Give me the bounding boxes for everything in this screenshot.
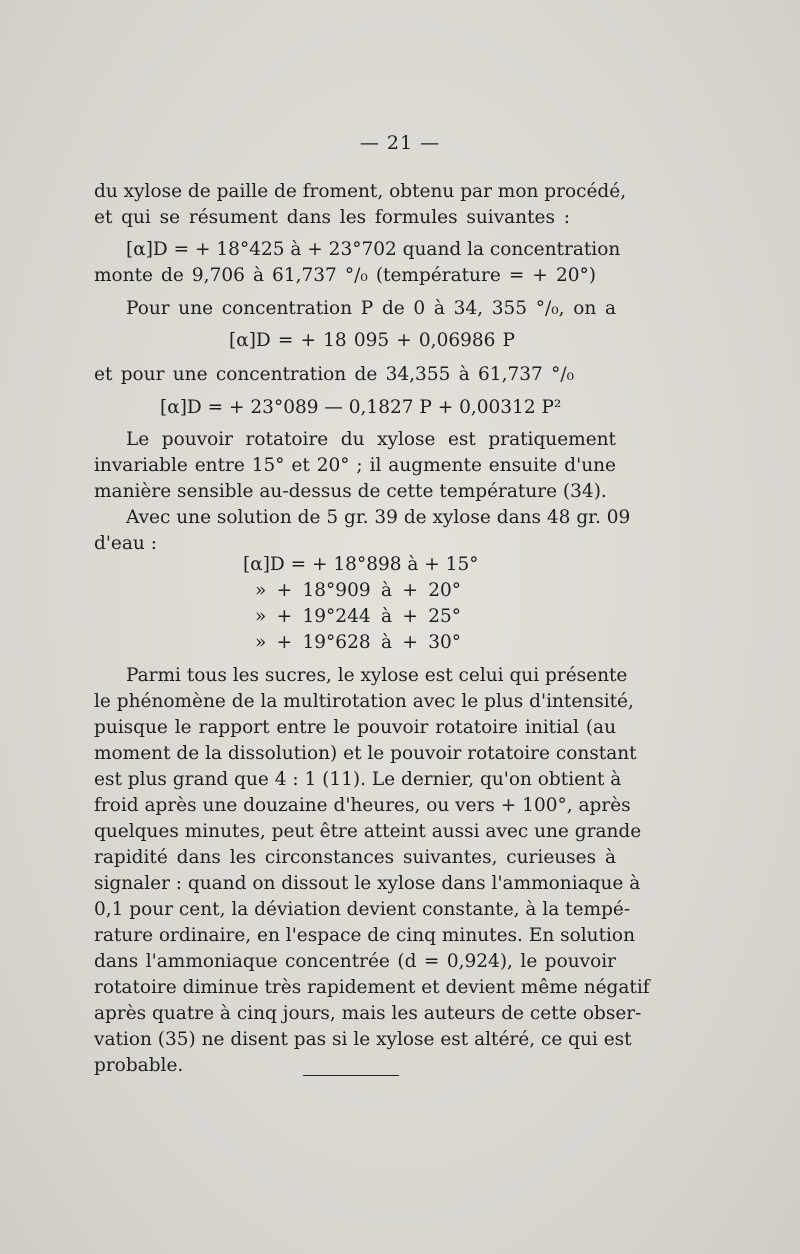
text-line: est plus grand que 4 : 1 (11). Le dernier, qu'on obtient à [94, 769, 622, 790]
text-line: rotatoire diminue très rapidement et devient même négatif [94, 977, 650, 998]
text-line: signaler : quand on dissout le xylose dans l'ammoniaque à [94, 873, 641, 894]
text-line: le phénomène de la multirotation avec le plus d'intensité, [94, 691, 634, 712]
table-row: » + 18°909 à + 20° [255, 580, 461, 601]
formula-line: [α]D = + 18°425 à + 23°702 quand la concentration [126, 239, 621, 260]
text-line: invariable entre 15° et 20° ; il augmente ensuite d'une [94, 455, 616, 476]
text-line: froid après une douzaine d'heures, ou vers + 100°, après [94, 795, 631, 816]
text-line: du xylose de paille de froment, obtenu par mon procédé, [94, 181, 627, 202]
text-line: Le pouvoir rotatoire du xylose est pratiquement [126, 429, 616, 450]
text-line: manière sensible au-dessus de cette température (34). [94, 481, 607, 502]
text-line: dans l'ammoniaque concentrée (d = 0,924), le pouvoir [94, 951, 616, 972]
text-line: et pour une concentration de 34,355 à 61,737 °/₀ [94, 364, 574, 385]
text-line: rapidité dans les circonstances suivantes, curieuses à [94, 847, 616, 868]
text-line: quelques minutes, peut être atteint aussi avec une grande [94, 821, 642, 842]
text-line: rature ordinaire, en l'espace de cinq minutes. En solution [94, 925, 635, 946]
text-line: 0,1 pour cent, la déviation devient constante, à la tempé- [94, 899, 631, 920]
section-end-rule [303, 1075, 399, 1076]
text-line: Pour une concentration P de 0 à 34, 355 °/₀, on a [126, 298, 616, 319]
text-line: puisque le rapport entre le pouvoir rotatoire initial (au [94, 717, 616, 738]
text-line: Parmi tous les sucres, le xylose est celui qui présente [126, 665, 628, 686]
formula-line: [α]D = + 23°089 — 0,1827 P + 0,00312 P² [160, 397, 562, 418]
table-row: » + 19°628 à + 30° [255, 632, 461, 653]
text-line: probable. [94, 1055, 184, 1076]
table-row: [α]D = + 18°898 à + 15° [243, 554, 479, 575]
text-line: et qui se résument dans les formules suivantes : [94, 207, 570, 228]
text-line: vation (35) ne disent pas si le xylose est altéré, ce qui est [94, 1029, 632, 1050]
table-row: » + 19°244 à + 25° [255, 606, 461, 627]
formula-line: [α]D = + 18 095 + 0,06986 P [229, 330, 515, 351]
text-line: Avec une solution de 5 gr. 39 de xylose dans 48 gr. 09 [126, 507, 631, 528]
text-line: moment de la dissolution) et le pouvoir rotatoire constant [94, 743, 637, 764]
text-line: d'eau : [94, 533, 157, 554]
text-line: après quatre à cinq jours, mais les auteurs de cette obser- [94, 1003, 642, 1024]
page-number: — 21 — [359, 132, 441, 154]
formula-line: monte de 9,706 à 61,737 °/₀ (température = + 20°) [94, 265, 596, 286]
